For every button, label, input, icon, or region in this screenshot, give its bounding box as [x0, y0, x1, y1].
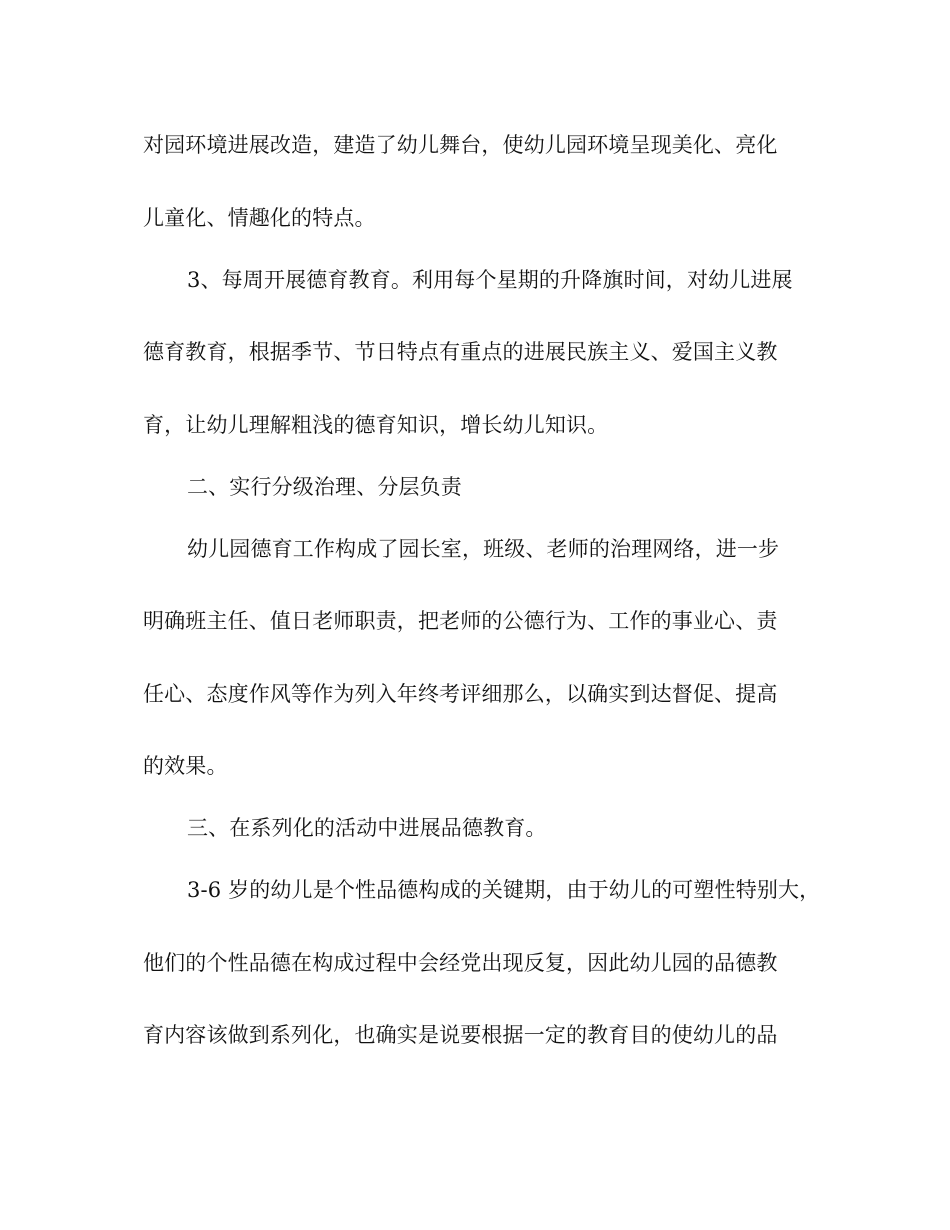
paragraph-line: 对园环境进展改造，建造了幼儿舞台，使幼儿园环境呈现美化、亮化	[143, 133, 778, 157]
paragraph-line: 他们的个性品德在构成过程中会经党出现反复，因此幼儿园的品德教	[143, 951, 778, 975]
paragraph-line: 德育教育，根据季节、节日特点有重点的进展民族主义、爱国主义教	[143, 340, 778, 364]
paragraph-line: 育内容该做到系列化，也确实是说要根据一定的教育目的使幼儿的品	[143, 1023, 778, 1047]
section-heading: 三、在系列化的活动中进展品德教育。	[187, 816, 547, 840]
paragraph-line: 育，让幼儿理解粗浅的德育知识，增长幼儿知识。	[143, 413, 609, 437]
paragraph-line: 3、每周开展德育教育。利用每个星期的升降旗时间，对幼儿进展	[187, 268, 793, 292]
paragraph-line: 的效果。	[143, 754, 228, 778]
section-heading: 二、实行分级治理、分层负责	[187, 475, 462, 499]
paragraph-line: 任心、态度作风等作为列入年终考评细那么，以确实到达督促、提高	[143, 682, 778, 706]
paragraph-line: 明确班主任、值日老师职责，把老师的公德行为、工作的事业心、责	[143, 609, 778, 633]
paragraph-line: 幼儿园德育工作构成了园长室，班级、老师的治理网络，进一步	[187, 537, 780, 561]
paragraph-line: 3-6 岁的幼儿是个性品德构成的关键期，由于幼儿的可塑性特别大，	[187, 878, 821, 902]
paragraph-line: 儿童化、情趣化的特点。	[143, 206, 376, 230]
